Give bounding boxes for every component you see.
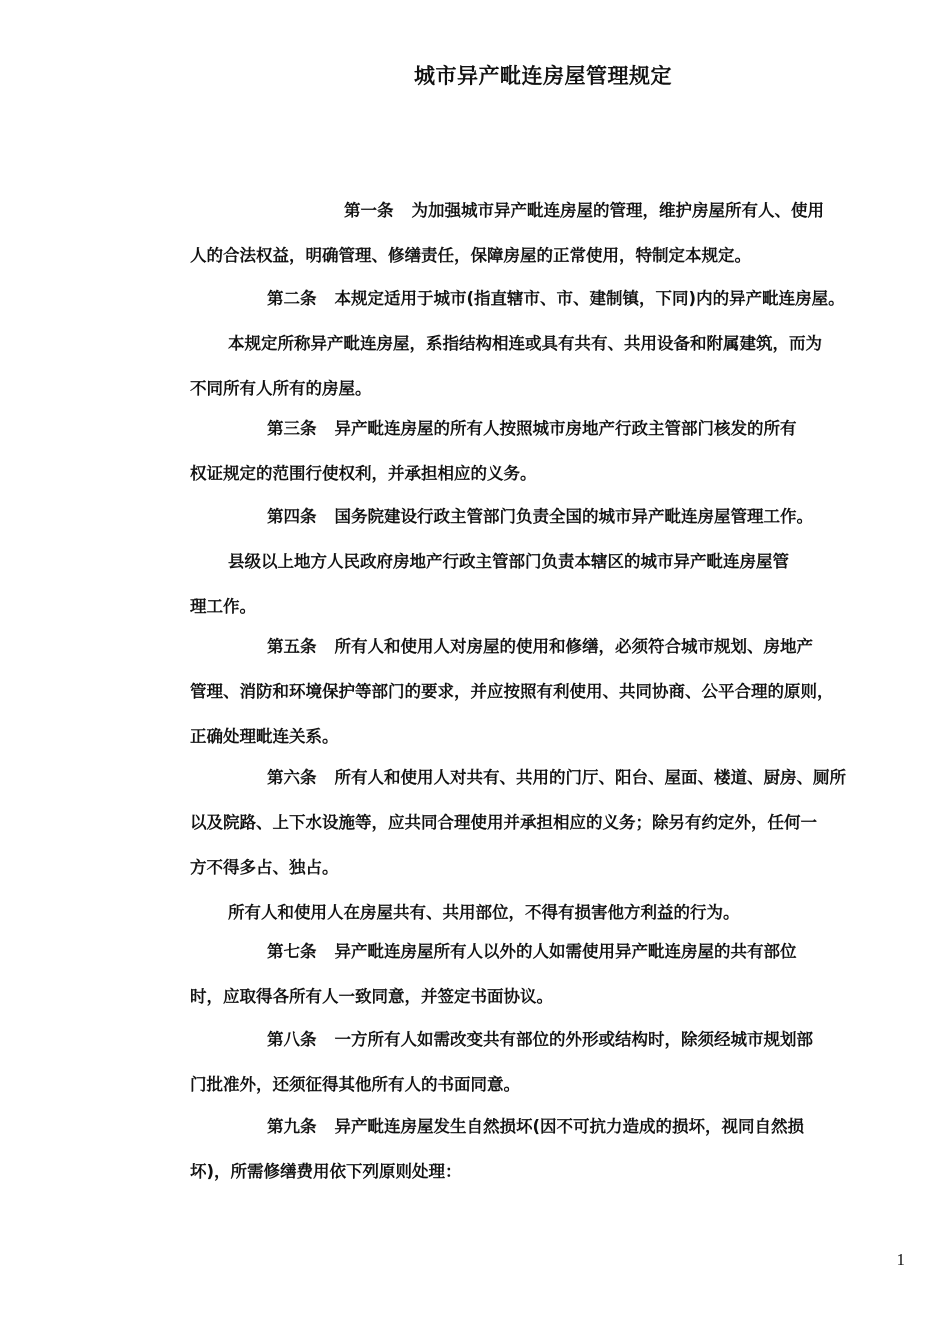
page-number: 1: [896, 1250, 905, 1269]
article-7: [190, 929, 900, 1019]
text-line: 权证规定的范围行使权利，并承担相应的义务。: [190, 464, 537, 483]
article-text: 本规定适用于城市(指直辖市、市、建制镇，下同)内的异产毗连房屋。: [334, 289, 845, 308]
article-number: 第四条: [267, 507, 317, 526]
text-line: [190, 929, 900, 974]
article-number: 第九条: [267, 1117, 317, 1136]
article-2: [190, 276, 900, 411]
article-number: 第八条: [267, 1030, 317, 1049]
text-line: 本规定所称异产毗连房屋，系指结构相连或具有共有、共用设备和附属建筑，而为: [228, 334, 822, 353]
article-text: 异产毗连房屋的所有人按照城市房地产行政主管部门核发的所有: [334, 419, 797, 438]
article-3: [190, 406, 900, 496]
text-line: 以及院路、上下水设施等，应共同合理使用并承担相应的义务；除另有约定外，任何一: [190, 813, 817, 832]
article-text: 所有人和使用人对共有、共用的门厅、阳台、屋面、楼道、厨房、厕所: [334, 768, 846, 787]
text-line: 管理、消防和环境保护等部门的要求，并应按照有利使用、共同协商、公平合理的原则，: [190, 682, 834, 701]
article-8: [190, 1017, 900, 1107]
article-text: 异产毗连房屋发生自然损坏(因不可抗力造成的损坏，视同自然损: [334, 1117, 805, 1136]
text-line: 人的合法权益，明确管理、修缮责任，保障房屋的正常使用，特制定本规定。: [190, 246, 751, 265]
article-number: 第五条: [267, 637, 317, 656]
article-text: 一方所有人如需改变共有部位的外形或结构时，除须经城市规划部: [334, 1030, 813, 1049]
text-line: [190, 406, 900, 451]
text-line: 坏)，所需修缮费用依下列原则处理：: [190, 1162, 462, 1181]
text-line: [190, 188, 900, 233]
article-number: 第七条: [267, 942, 317, 961]
text-line: [190, 494, 900, 539]
text-line: [190, 1017, 900, 1062]
text-line: [190, 755, 900, 800]
article-number: 第一条: [344, 201, 394, 220]
article-text: 异产毗连房屋所有人以外的人如需使用异产毗连房屋的共有部位: [334, 942, 797, 961]
article-number: 第二条: [267, 289, 317, 308]
text-line: 正确处理毗连关系。: [190, 727, 339, 746]
article-9: [190, 1104, 900, 1194]
text-line: 门批准外，还须征得其他所有人的书面同意。: [190, 1075, 520, 1094]
text-line: 时，应取得各所有人一致同意，并签定书面协议。: [190, 987, 553, 1006]
article-4: [190, 494, 900, 629]
article-text: 为加强城市异产毗连房屋的管理，维护房屋所有人、使用: [411, 201, 824, 220]
text-line: 不同所有人所有的房屋。: [190, 379, 372, 398]
article-text: 国务院建设行政主管部门负责全国的城市异产毗连房屋管理工作。: [334, 507, 813, 526]
article-6: [190, 755, 900, 935]
text-line: [190, 276, 900, 321]
document-title: 城市异产毗连房屋管理规定: [414, 64, 672, 88]
text-line: 方不得多占、独占。: [190, 858, 339, 877]
text-line: [190, 624, 900, 669]
article-text: 所有人和使用人对房屋的使用和修缮，必须符合城市规划、房地产: [334, 637, 813, 656]
text-line: [190, 1104, 900, 1149]
article-5: [190, 624, 900, 759]
text-line: 所有人和使用人在房屋共有、共用部位，不得有损害他方利益的行为。: [228, 903, 740, 922]
article-number: 第三条: [267, 419, 317, 438]
text-line: 理工作。: [190, 597, 256, 616]
article-1: [190, 188, 900, 278]
text-line: 县级以上地方人民政府房地产行政主管部门负责本辖区的城市异产毗连房屋管: [228, 552, 789, 571]
article-number: 第六条: [267, 768, 317, 787]
